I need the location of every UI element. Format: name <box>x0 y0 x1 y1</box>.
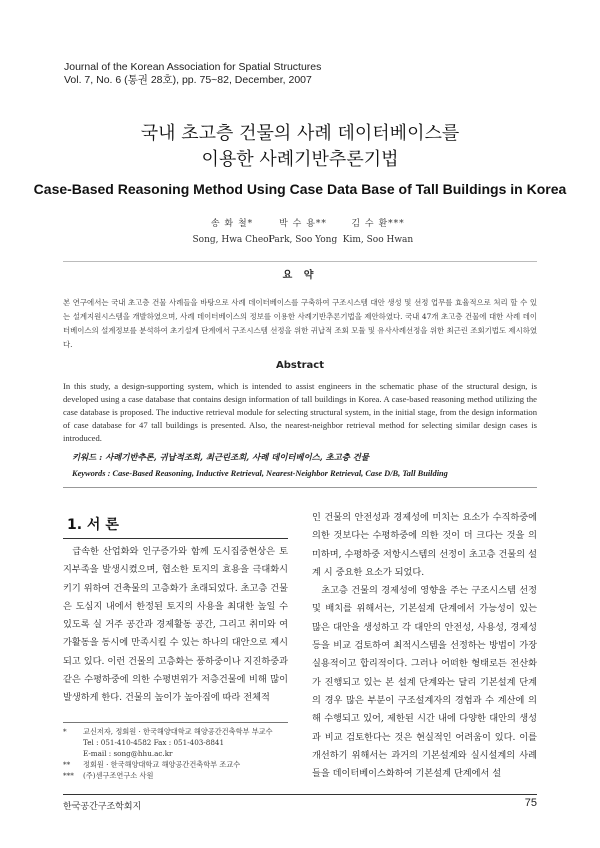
section-1-rule <box>63 538 288 539</box>
keywords-english: Keywords : Case-Based Reasoning, Inductive Retrieval, Nearest-Neighbor Retrieval, Case D/B, Tall Building <box>72 469 448 478</box>
left-column <box>63 543 288 708</box>
footnote-2-mark: ** <box>63 760 71 769</box>
footnotes <box>63 726 288 781</box>
left-col-paragraph: 급속한 산업화와 인구증가와 함께 도시집중현상은 토지부족을 발생시켰으며, 협소한 토지의 효용을 극대화시키기 위하여 건축물의 고층화가 초래되었다. 초고층 건물은 도심지 내에서 한정된 토지의 사용을 최대한 높일 수 있도록 실 거주 공간과 경제활동 공간, 그리고 취미와 여가활동을 동시에 만족시킬 수 있는 하나의 대안으로 제시되고 있다. 이런 건물의 고층화는 풍하중이나 지진하중과 같은 수평하중에 의한 수평변위가 저층건물에 비해 많이 발생하게 한다. 건물의 높이가 높아짐에 따라 전체적 <box>63 546 288 704</box>
keywords-rule <box>63 487 537 488</box>
section-1-title: 1. 서 론 <box>67 517 119 533</box>
title-ko-line1: 국내 초고층 건물의 사례 데이터베이스를 <box>140 123 460 144</box>
footer-journal-name: 한국공간구조학회지 <box>63 802 142 812</box>
footnote-1-line1: 교신저자, 정회원 · 한국해양대학교 해양공간건축학부 부교수 <box>83 727 273 736</box>
footnote-3-mark: *** <box>63 771 74 780</box>
journal-header <box>64 61 321 87</box>
author-1-en: Song, Hwa Cheol <box>192 235 272 245</box>
footnote-2 <box>63 759 288 770</box>
footnote-1 <box>63 726 288 759</box>
paper-title-korean <box>0 121 600 173</box>
footnote-rule <box>63 722 288 723</box>
footnote-1-line3: E-mail : song@hhu.ac.kr <box>83 749 173 758</box>
journal-volume: Vol. 7, No. 6 (통권 28호), pp. 75~82, December, 2007 <box>64 74 312 86</box>
author-2-ko: 박 수 용** <box>279 219 327 229</box>
right-column <box>312 509 537 783</box>
author-1-ko: 송 화 철* <box>210 219 254 229</box>
paper-title-english: Case-Based Reasoning Method Using Case Data Base of Tall Buildings in Korea <box>33 181 567 197</box>
abstract-english: In this study, a design-supporting system, which is intended to assist engineers in the schematic phase of the structural design, is developed using a case database that contains design information of tall buildings in Korea. A case-based reasoning method utilizing the case database is proposed. The inductive retrieval module for selecting structural system, in the initial stage, from the design information of case database for 47 tall buildings is presented. Also, the nearest-neighbor retrieval method for selecting similar design cases is introduced. <box>63 381 537 443</box>
footnote-3 <box>63 770 288 781</box>
footnote-2-text: 정회원 · 한국해양대학교 해양공간건축학부 조교수 <box>83 760 241 769</box>
footnote-3-text: (주)센구조연구소 사원 <box>83 771 154 780</box>
footnote-1-mark: * <box>63 727 67 736</box>
summary-heading: 요 약 <box>282 270 318 281</box>
footnote-1-line2: Tel : 051-410-4582 Fax : 051-403-8841 <box>83 738 225 747</box>
author-3-ko: 김 수 환*** <box>351 219 405 229</box>
author-3 <box>318 216 438 248</box>
keywords-korean: 키워드 : 사례기반추론, 귀납적조회, 최근린조회, 사례 데이터베이스, 초고층 건물 <box>72 452 369 462</box>
abstract-heading: Abstract <box>275 360 325 371</box>
journal-name: Journal of the Korean Association for Spatial Structures <box>64 61 322 73</box>
summary-rule <box>63 261 537 262</box>
summary-korean: 본 연구에서는 국내 초고층 건물 사례들을 바탕으로 사례 데이터베이스를 구축하여 구조시스템 대안 생성 및 선정 업무를 효율적으로 처리 할 수 있는 설계지원시스템을 개발하였으며, 사례 데이터베이스의 정보를 이용한 사례기반추론기법을 제안하였다. 국내 47개 초고층 건물에 대한 사례 데이터베이스의 설계정보를 분석하여 초기설계 단계에서 구조시스템 선정을 위한 귀납적 조회 모듈 및 유사사례선정을 위한 최근린 조회기법도 제시하였다. <box>63 298 537 349</box>
right-col-paragraph-1: 인 건물의 안전성과 경제성에 미치는 요소가 수직하중에 의한 것보다는 수평하중에 의한 것이 더 크다는 것을 의미하며, 수평하중 저항시스템의 선정이 초고층 건물의 설계 시 중요한 요소가 되었다. <box>312 512 537 578</box>
page-number: 75 <box>524 797 537 809</box>
title-ko-line2: 이용한 사례기반추론기법 <box>201 149 399 170</box>
footer-rule <box>63 794 537 795</box>
author-2-en: Park, Soo Yong <box>268 235 338 245</box>
right-col-paragraph-2: 초고층 건물의 경제성에 영향을 주는 구조시스템 선정 및 배치를 위해서는, 기본설계 단계에서 가능성이 있는 많은 대안을 생성하고 각 대안의 안전성, 사용성, 경제성 등을 비교 검토하여 최적시스템을 선정하는 방법이 가장 실용적이고 합리적이다. 그러나 어떠한 형태로든 전산화가 진행되고 있는 본 설계 단계와는 달리 기본설계 단계의 경우 많은 부분이 구조설계자의 경험과 수 계산에 의해 수행되고 있어, 제한된 시간 내에 다양한 대안의 생성과 비교 검토한다는 것은 현실적인 어려움이 있다. 이를 개선하기 위해서는 과거의 기본설계와 실시설계의 사례들을 데이터베이스화하여 기본설계 단계에서 설 <box>312 585 537 780</box>
author-3-en: Kim, Soo Hwan <box>342 235 414 245</box>
